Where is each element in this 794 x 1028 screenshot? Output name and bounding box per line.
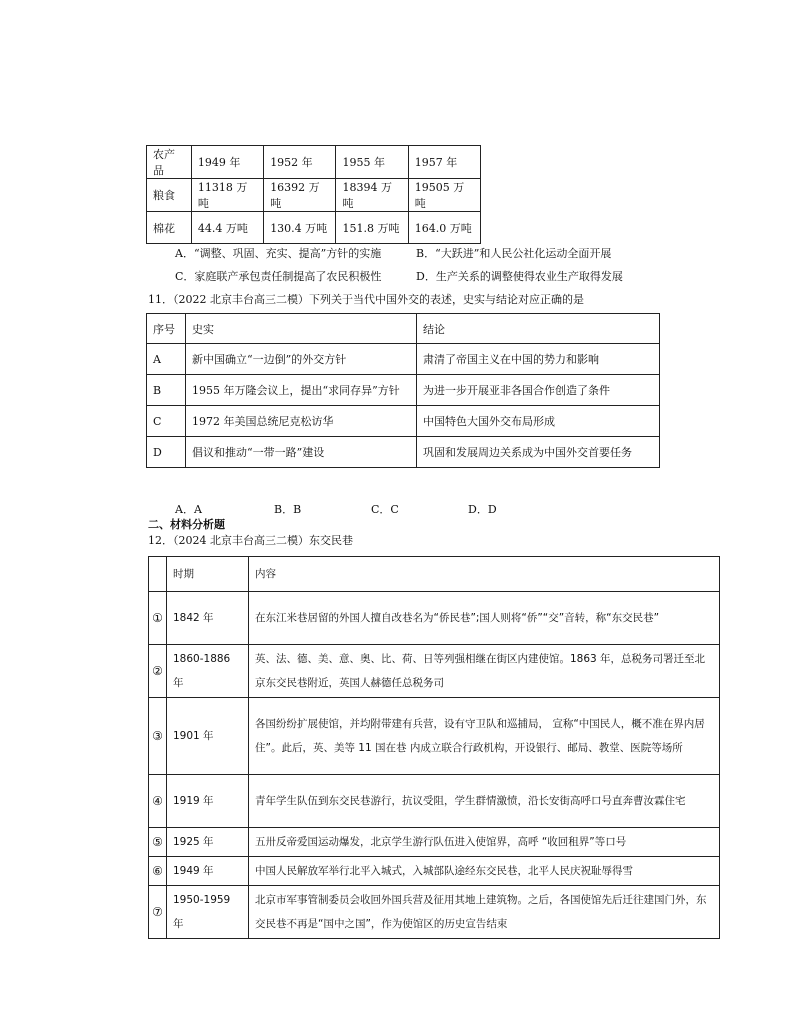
table-cell: ⑤ — [149, 828, 167, 857]
table-cell: 1901 年 — [167, 698, 249, 775]
section-heading: 二、材料分析题 — [148, 518, 225, 531]
table-cell: ③ — [149, 698, 167, 775]
table-row — [147, 406, 660, 437]
table-row — [149, 828, 720, 857]
table-cell: 1972 年美国总统尼克松访华 — [186, 406, 417, 437]
option-a: A．A — [175, 503, 202, 516]
table-cell: D — [147, 437, 186, 468]
table-row — [149, 592, 720, 645]
table-cell: 农产品 — [147, 146, 192, 179]
table-cell: 粮食 — [147, 179, 192, 212]
table-cell: 内容 — [249, 557, 720, 592]
diplomacy-table — [146, 313, 660, 468]
table-row — [149, 886, 720, 939]
table-cell: 中国特色大国外交布局形成 — [417, 406, 660, 437]
table-cell: 史实 — [186, 314, 417, 344]
table-cell: 新中国确立“一边倒”的外交方针 — [186, 344, 417, 375]
table-cell: 1925 年 — [167, 828, 249, 857]
table-cell: 1952 年 — [264, 146, 336, 179]
table-header-row — [147, 146, 481, 179]
option-d: D．D — [468, 503, 497, 516]
table-cell: 1950-1959 年 — [167, 886, 249, 939]
table-cell: 44.4 万吨 — [191, 212, 263, 244]
table-cell: 18394 万吨 — [336, 179, 408, 212]
table-cell: 北京市军事管制委员会收回外国兵营及征用其地上建筑物。之后，各国使馆先后迁往建国门外，东交民巷不再是“国中之国”，作为使馆区的历史宣告结束 — [249, 886, 720, 939]
table-row — [149, 775, 720, 828]
table-row — [147, 344, 660, 375]
option-b: B．B — [274, 503, 302, 516]
table-cell: 1919 年 — [167, 775, 249, 828]
table-row — [149, 698, 720, 775]
table-cell: ⑥ — [149, 857, 167, 886]
table-row — [149, 645, 720, 698]
table-cell: C — [147, 406, 186, 437]
table-header-row — [147, 314, 660, 344]
table-cell: 130.4 万吨 — [264, 212, 336, 244]
table-cell: 各国纷纷扩展使馆，并均附带建有兵营，设有守卫队和巡捕局， 宣称“中国民人，概不准在界内居住”。此后，英、美等 11 国在巷 内成立联合行政机构，开设银行、邮局、教堂、医院等场所 — [249, 698, 720, 775]
table-cell: 11318 万吨 — [191, 179, 263, 212]
table-cell: 中国人民解放军举行北平入城式，入城部队途经东交民巷，北平人民庆祝耻辱得雪 — [249, 857, 720, 886]
table-cell: 1949 年 — [191, 146, 263, 179]
table-row — [149, 857, 720, 886]
table-cell: 16392 万吨 — [264, 179, 336, 212]
table-cell: 1955 年 — [336, 146, 408, 179]
table-cell: 在东江米巷居留的外国人擅自改巷名为“侨民巷”;国人则将“侨”“交”音转，称“东交民巷” — [249, 592, 720, 645]
question-11-stem: 11．（2022 北京丰台高三二模）下列关于当代中国外交的表述，史实与结论对应正确的是 — [148, 293, 584, 306]
table-cell: 巩固和发展周边关系成为中国外交首要任务 — [417, 437, 660, 468]
dongjiaominxiang-table — [148, 556, 720, 939]
option-a: A．“调整、巩固、充实、提高”方针的实施 — [175, 247, 382, 260]
table-cell: 164.0 万吨 — [408, 212, 480, 244]
option-d: D．生产关系的调整使得农业生产取得发展 — [416, 270, 623, 283]
table-row — [147, 212, 481, 244]
table-cell: B — [147, 375, 186, 406]
table-cell: ⑦ — [149, 886, 167, 939]
table-cell: ② — [149, 645, 167, 698]
table-cell: 19505 万吨 — [408, 179, 480, 212]
option-b: B．“大跃进”和人民公社化运动全面开展 — [416, 247, 612, 260]
option-c: C．家庭联产承包责任制提高了农民积极性 — [175, 270, 382, 283]
table-cell: A — [147, 344, 186, 375]
table-cell: 时期 — [167, 557, 249, 592]
table-cell: 1957 年 — [408, 146, 480, 179]
table-cell: 倡议和推动“一带一路”建设 — [186, 437, 417, 468]
table-header-row — [149, 557, 720, 592]
table-cell — [149, 557, 167, 592]
table-cell: 肃清了帝国主义在中国的势力和影响 — [417, 344, 660, 375]
table-row — [147, 437, 660, 468]
table-cell: 1955 年万隆会议上，提出“求同存异”方针 — [186, 375, 417, 406]
table-cell: 151.8 万吨 — [336, 212, 408, 244]
table-cell: ① — [149, 592, 167, 645]
table-cell: 英、法、德、美、意、奥、比、荷、日等列强相继在街区内建使馆。1863 年，总税务司署迁至北京东交民巷附近，英国人赫德任总税务司 — [249, 645, 720, 698]
table-cell: 青年学生队伍到东交民巷游行，抗议受阻，学生群情激愤，沿长安街高呼口号直奔曹汝霖住宅 — [249, 775, 720, 828]
table-cell: 1949 年 — [167, 857, 249, 886]
table-cell: 为进一步开展亚非各国合作创造了条件 — [417, 375, 660, 406]
table-cell: 序号 — [147, 314, 186, 344]
table-cell: 1860-1886 年 — [167, 645, 249, 698]
question-12-stem: 12．（2024 北京丰台高三二模）东交民巷 — [148, 534, 353, 547]
option-c: C．C — [371, 503, 399, 516]
table-cell: 1842 年 — [167, 592, 249, 645]
table-row — [147, 375, 660, 406]
agricultural-output-table — [146, 145, 481, 244]
table-cell: 五卅反帝爱国运动爆发，北京学生游行队伍进入使馆界，高呼 “收回租界”等口号 — [249, 828, 720, 857]
table-cell: ④ — [149, 775, 167, 828]
table-cell: 棉花 — [147, 212, 192, 244]
table-cell: 结论 — [417, 314, 660, 344]
table-row — [147, 179, 481, 212]
